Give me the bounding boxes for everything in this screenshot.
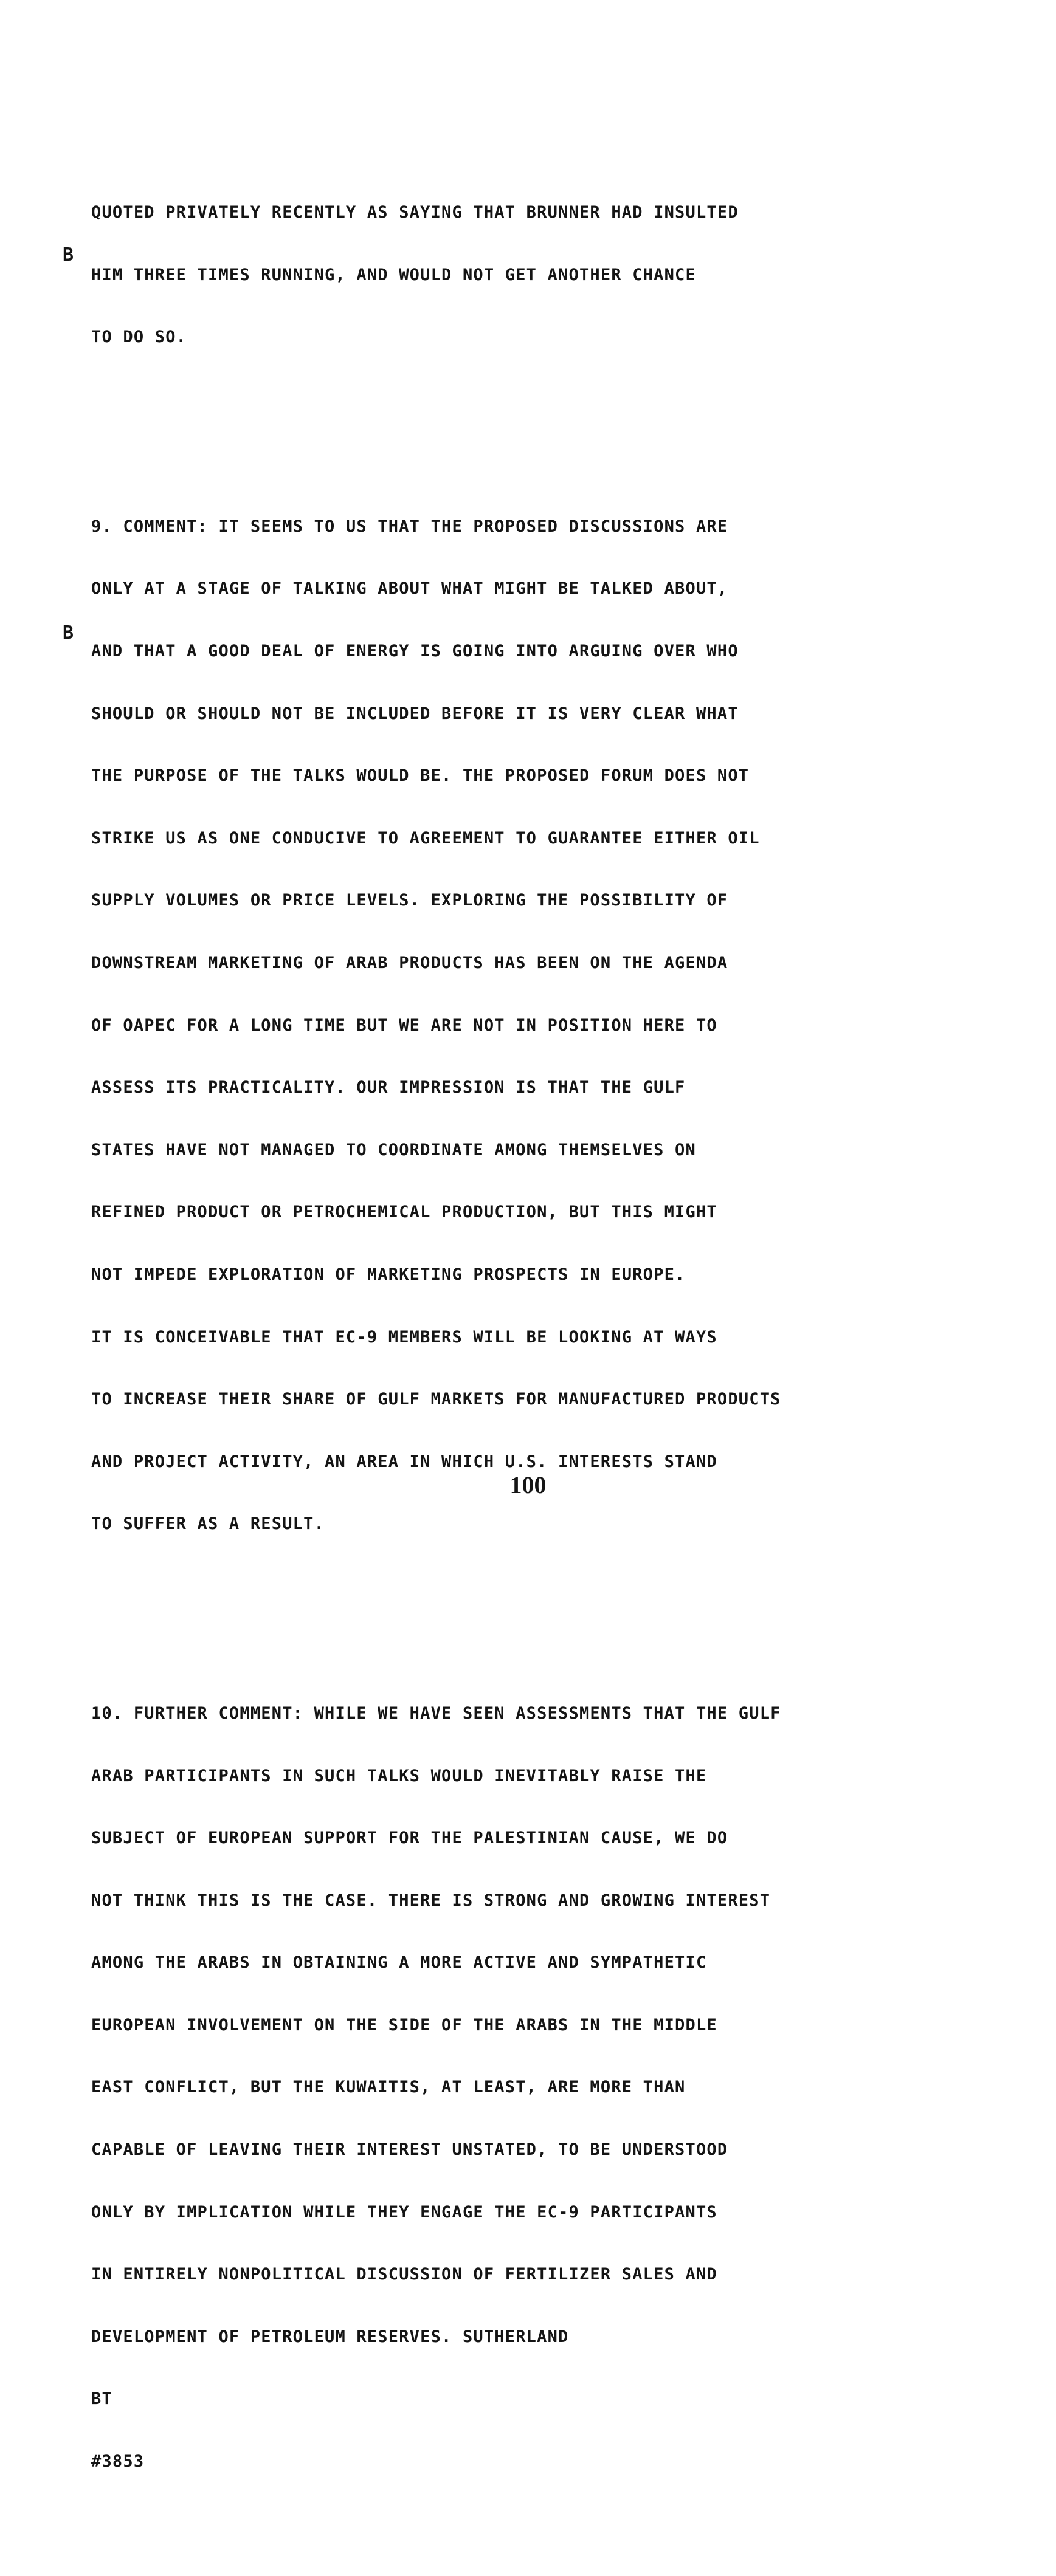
text-line: DEVELOPMENT OF PETROLEUM RESERVES. SUTHERLAND: [91, 2327, 569, 2346]
text-line: ONLY AT A STAGE OF TALKING ABOUT WHAT MIGHT BE TALKED ABOUT,: [91, 579, 728, 599]
text-line: TO SUFFER AS A RESULT.: [91, 1514, 325, 1534]
text-line: ONLY BY IMPLICATION WHILE THEY ENGAGE THE EC-9 PARTICIPANTS: [91, 2202, 717, 2222]
text-line: THE PURPOSE OF THE TALKS WOULD BE. THE PROPOSED FORUM DOES NOT: [91, 766, 750, 786]
text-line: REFINED PRODUCT OR PETROCHEMICAL PRODUCTION, BUT THIS MIGHT: [91, 1203, 717, 1222]
text-line: ASSESS ITS PRACTICALITY. OUR IMPRESSION IS THAT THE GULF: [91, 1078, 686, 1097]
text-line: EUROPEAN INVOLVEMENT ON THE SIDE OF THE ARABS IN THE MIDDLE: [91, 2015, 717, 2035]
paragraph-8-tail: [91, 161, 906, 390]
text-line: SHOULD OR SHOULD NOT BE INCLUDED BEFORE IT IS VERY CLEAR WHAT: [91, 704, 739, 723]
text-line: STATES HAVE NOT MANAGED TO COORDINATE AMONG THEMSELVES ON: [91, 1140, 696, 1159]
text-line: AND PROJECT ACTIVITY, AN AREA IN WHICH U.S. INTERESTS STAND: [91, 1452, 717, 1471]
text-line: DOWNSTREAM MARKETING OF ARAB PRODUCTS HAS BEEN ON THE AGENDA: [91, 953, 728, 972]
cable-text: [91, 98, 906, 2576]
text-line: SUBJECT OF EUROPEAN SUPPORT FOR THE PALESTINIAN CAUSE, WE DO: [91, 1829, 728, 1848]
text-line: QUOTED PRIVATELY RECENTLY AS SAYING THAT BRUNNER HAD INSULTED: [91, 203, 739, 222]
text-line: TO INCREASE THEIR SHARE OF GULF MARKETS FOR MANUFACTURED PRODUCTS: [91, 1390, 781, 1409]
text-line: ARAB PARTICIPANTS IN SUCH TALKS WOULD INEVITABLY RAISE THE: [91, 1766, 707, 1785]
text-line: CAPABLE OF LEAVING THEIR INTEREST UNSTATED, TO BE UNDERSTOOD: [91, 2140, 728, 2160]
text-line: HIM THREE TIMES RUNNING, AND WOULD NOT GET ANOTHER CHANCE: [91, 265, 696, 284]
text-line: 10. FURTHER COMMENT: WHILE WE HAVE SEEN ASSESSMENTS THAT THE GULF: [91, 1703, 781, 1723]
text-line: SUPPLY VOLUMES OR PRICE LEVELS. EXPLORING THE POSSIBILITY OF: [91, 891, 728, 910]
text-line: 9. COMMENT: IT SEEMS TO US THAT THE PROPOSED DISCUSSIONS ARE: [91, 517, 728, 536]
text-line: AND THAT A GOOD DEAL OF ENERGY IS GOING INTO ARGUING OVER WHO: [91, 642, 739, 661]
text-line: OF OAPEC FOR A LONG TIME BUT WE ARE NOT IN POSITION HERE TO: [91, 1015, 717, 1035]
text-line: #3853: [91, 2452, 145, 2471]
margin-mark: B: [63, 622, 74, 644]
text-line: NOT IMPEDE EXPLORATION OF MARKETING PROSPECTS IN EUROPE.: [91, 1265, 686, 1284]
text-line: STRIKE US AS ONE CONDUCIVE TO AGREEMENT TO GUARANTEE EITHER OIL: [91, 828, 760, 848]
page-number: 100: [509, 1471, 547, 1499]
text-line: IT IS CONCEIVABLE THAT EC-9 MEMBERS WILL BE LOOKING AT WAYS: [91, 1327, 717, 1347]
paragraph-10: [91, 1662, 906, 2514]
text-line: NOT THINK THIS IS THE CASE. THERE IS STRONG AND GROWING INTEREST: [91, 1891, 771, 1910]
paragraph-9: [91, 475, 906, 1576]
text-line: BT: [91, 2389, 112, 2409]
text-line: TO DO SO.: [91, 328, 187, 347]
margin-mark: B: [63, 244, 74, 266]
text-line: IN ENTIRELY NONPOLITICAL DISCUSSION OF FERTILIZER SALES AND: [91, 2265, 717, 2284]
text-line: EAST CONFLICT, BUT THE KUWAITIS, AT LEAST, ARE MORE THAN: [91, 2078, 686, 2097]
text-line: AMONG THE ARABS IN OBTAINING A MORE ACTIVE AND SYMPATHETIC: [91, 1953, 707, 1973]
